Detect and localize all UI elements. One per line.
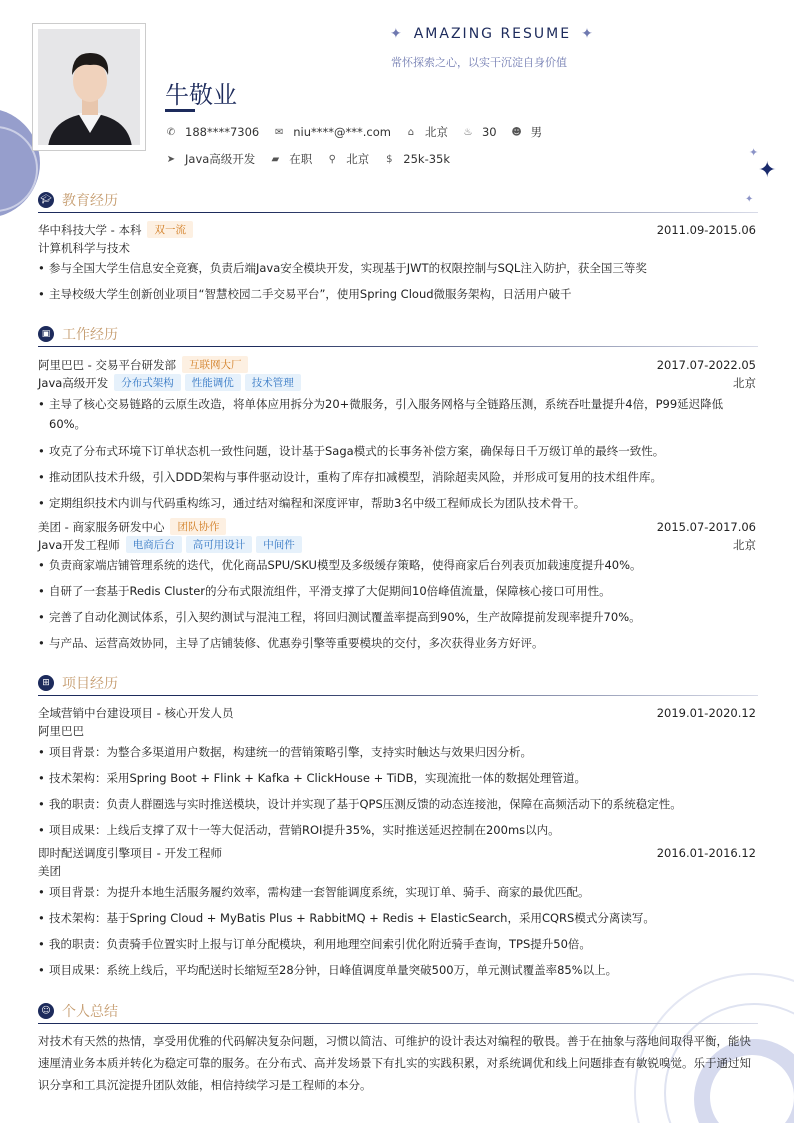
send-icon: ➤: [166, 153, 176, 165]
work-city: 北京: [733, 537, 756, 552]
grid-icon: ⊞: [38, 675, 54, 691]
phone-icon: ✆: [166, 126, 176, 138]
list-item: • 项目背景：为提升本地生活服务履约效率，需构建一套智能调度系统，实现订单、骑手、商家的最优匹配。: [38, 882, 756, 902]
section-education: [38, 190, 758, 210]
company-name: 美团 - 商家服务研发中心: [38, 519, 165, 534]
mail-icon: ✉: [275, 126, 284, 138]
contact-row: [165, 124, 556, 140]
job-role: Java开发工程师: [38, 537, 120, 552]
company-name: 阿里巴巴 - 交易平台研发部: [38, 357, 176, 372]
education-major-row: [38, 240, 756, 256]
user-icon: ☺: [38, 1003, 54, 1019]
skill-tag: 高可用设计: [186, 536, 253, 553]
diamond-icon: ✦: [390, 26, 404, 42]
project-title: 即时配送调度引擎项目 - 开发工程师: [38, 846, 222, 860]
salary-icon: $: [386, 153, 393, 165]
list-item: • 完善了自动化测试体系，引入契约测试与混沌工程，将回归测试覆盖率提高到90%，生产故障提前发现率提升70%。: [38, 607, 756, 627]
skill-tag: 中间件: [256, 536, 302, 553]
section-projects: [38, 673, 758, 693]
list-item: • 我的职责：负责人群圈选与实时推送模块，设计并实现了基于QPS压测反馈的动态连接池，保障在高频活动下的系统稳定性。: [38, 794, 756, 814]
date-range: 2017.07-2022.05: [656, 357, 756, 372]
skill-tag: 电商后台: [126, 536, 182, 553]
list-item: • 自研了一套基于Redis Cluster的分布式限流组件，平滑支撑了大促期间10倍峰值流量，保障核心接口可用性。: [38, 581, 756, 601]
home-icon: ⌂: [407, 126, 415, 138]
list-item: • 推动团队技术升级，引入DDD架构与事件驱动设计，重构了库存扣减模型，消除超卖风险，并形成可复用的技术组件库。: [38, 467, 756, 487]
list-item: • 主导了核心交易链路的云原生改造，将单体应用拆分为20+微服务，引入服务网格与全链路压测，系统吞吐量提升4倍，P99延迟降低 60%。: [38, 394, 756, 434]
project-org: 美团: [38, 864, 61, 878]
section-title: 教育经历: [62, 193, 118, 209]
location-icon: ⚲: [328, 153, 336, 165]
list-item: • 主导校级大学生创新创业项目“智慧校园二手交易平台”，使用Spring Cloud微服务架构，日活用户破千: [38, 284, 756, 304]
info-gender: ☻ 男: [511, 125, 543, 139]
list-item: • 我的职责：负责骑手位置实时上报与订单分配模块，利用地理空间索引优化附近骑手查询，TPS提升50倍。: [38, 934, 756, 954]
section-title: 工作经历: [62, 327, 118, 343]
list-item: • 技术架构：采用Spring Boot + Flink + Kafka + ClickHouse + TiDB，实现流批一体的数据处理管道。: [38, 768, 756, 788]
sparkle-icon: ✦: [749, 146, 759, 159]
section-summary: [38, 1001, 758, 1021]
work-entry-header: [38, 518, 756, 535]
date-range: 2019.01-2020.12: [656, 706, 756, 720]
briefcase-icon: ▣: [38, 326, 54, 342]
candidate-name: 牛敬业: [165, 81, 237, 109]
date-range: 2015.07-2017.06: [656, 519, 756, 534]
sparkle-icon: ✦: [745, 194, 754, 205]
list-item: • 定期组织技术内训与代码重构练习，通过结对编程和深度评审，帮助3名中级工程师成长为团队技术骨干。: [38, 493, 756, 513]
avatar-photo: [32, 23, 146, 151]
summary-text: 对技术有天然的热情，享受用优雅的代码解决复杂问题，习惯以简洁、可维护的设计表达对编程的敬畏。善于在抽象与落地间取得平衡，能快速厘清业务本质并转化为稳定可靠的服务。在分布式、高并发场景下有扎实的实践积累，对系统调优和线上问题排查有敏锐嗅觉。乐于通过知识分享和工具沉淀提升团队效能，相信持续学习是工程师的本分。: [38, 1034, 751, 1092]
skill-tag: 分布式架构: [114, 374, 181, 391]
section-divider: [38, 346, 758, 347]
section-divider: [38, 695, 758, 696]
brand-text: AMAZING RESUME: [413, 26, 572, 42]
list-item: • 参与全国大学生信息安全竞赛，负责后端Java安全模块开发，实现基于JWT的权限控制与SQL注入防护，获全国三等奖: [38, 258, 756, 278]
date-range: 2011.09-2015.06: [656, 222, 756, 237]
briefcase-icon: ▰: [271, 153, 280, 165]
work-entry-role: [38, 536, 756, 553]
graduation-cap-icon: 🎓︎: [38, 192, 54, 208]
project-org-row: [38, 863, 756, 879]
list-item: • 技术架构：基于Spring Cloud + MyBatis Plus + RabbitMQ + Redis + ElasticSearch，采用CQRS模式分离读写。: [38, 908, 756, 928]
info-status: ▰ 在职: [269, 151, 312, 167]
work-entry-header: [38, 356, 756, 373]
list-item: • 项目成果：系统上线后，平均配送时长缩短至28分钟，日峰值调度单量突破500万，单元测试覆盖率85%以上。: [38, 960, 756, 980]
section-divider: [38, 1023, 758, 1024]
section-title: 个人总结: [62, 1004, 118, 1020]
list-item: • 项目成果：上线后支撑了双十一等大促活动，营销ROI提升35%，实时推送延迟控制在200ms以内。: [38, 820, 756, 840]
gender-icon: ☻: [511, 126, 522, 138]
section-title: 项目经历: [62, 676, 118, 692]
project-entry-header: [38, 705, 756, 721]
project-entry-header: [38, 845, 756, 861]
sparkle-icon: ✦: [758, 158, 777, 183]
list-item: • 与产品、运营高效协同，主导了店铺装修、优惠券引擎等重要模块的交付，多次获得业务方好评。: [38, 633, 756, 653]
info-city: ⌂ 北京: [405, 124, 448, 140]
cake-icon: ♨: [463, 126, 473, 138]
info-position: ➤ Java高级开发: [166, 152, 256, 166]
school-name: 华中科技大学 - 本科: [38, 222, 142, 237]
info-age: ♨ 30: [463, 125, 497, 139]
work-entry-role: [38, 374, 756, 391]
major: 计算机科学与技术: [38, 241, 130, 255]
company-tag: 互联网大厂: [182, 356, 249, 373]
project-org-row: [38, 723, 756, 739]
section-divider: [38, 212, 758, 213]
school-tag: 双一流: [147, 221, 193, 238]
list-item: • 项目背景：为整合多渠道用户数据，构建统一的营销策略引擎，支持实时触达与效果归因分析。: [38, 742, 756, 762]
list-item: • 负责商家端店铺管理系统的迭代，优化商品SPU/SKU模型及多级缓存策略，使得商家后台列表页加载速度提升40%。: [38, 555, 756, 575]
project-title: 全域营销中台建设项目 - 核心开发人员: [38, 706, 234, 720]
work-city: 北京: [733, 375, 756, 390]
info-phone: ✆ 188****7306: [166, 125, 260, 139]
info-salary: $ 25k-35k: [383, 152, 450, 166]
name-underline: [165, 109, 195, 112]
info-target-city: ⚲ 北京: [326, 151, 369, 167]
education-entry: [38, 221, 756, 238]
motto: 常怀探索之心，以实干沉淀自身价值: [391, 56, 567, 69]
brand-title: [390, 26, 595, 42]
job-role: Java高级开发: [38, 375, 109, 390]
company-tag: 团队协作: [170, 518, 226, 535]
date-range: 2016.01-2016.12: [656, 846, 756, 860]
list-item: • 攻克了分布式环境下订单状态机一致性问题，设计基于Saga模式的长事务补偿方案，确保每日千万级订单的最终一致性。: [38, 441, 756, 461]
skill-tag: 性能调优: [185, 374, 241, 391]
info-email: ✉ niu****@***.com: [275, 125, 391, 139]
job-intent-row: [165, 151, 464, 167]
diamond-icon: ✦: [581, 26, 595, 42]
project-org: 阿里巴巴: [38, 724, 84, 738]
section-work: [38, 324, 758, 344]
skill-tag: 技术管理: [245, 374, 301, 391]
